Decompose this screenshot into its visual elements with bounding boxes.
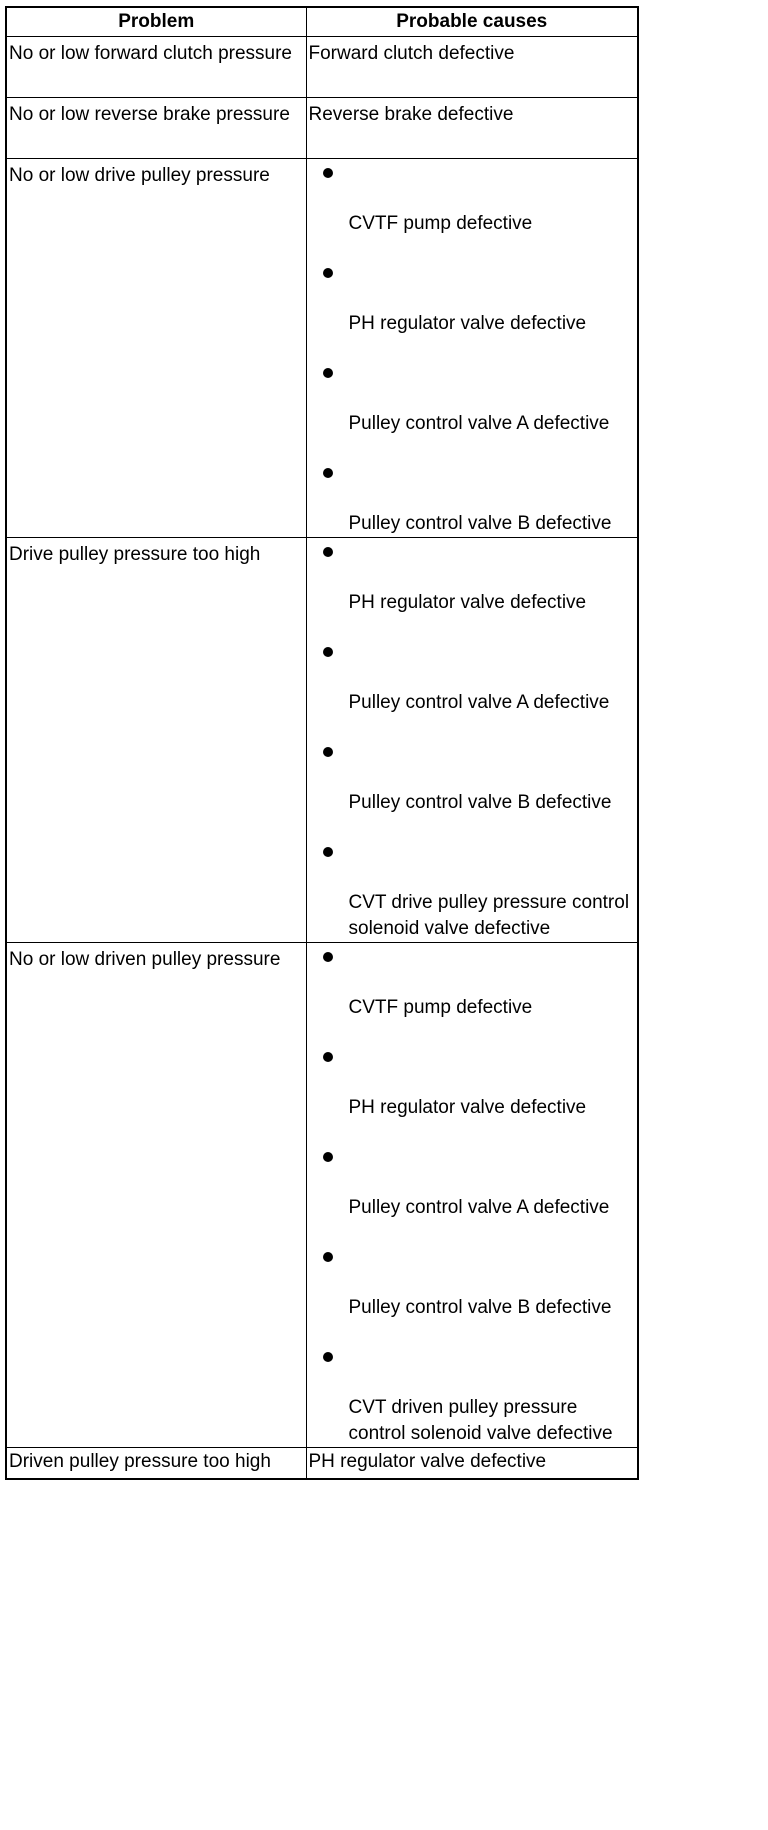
list-item [307, 359, 638, 459]
cause-text: Pulley control valve A defective [348, 1197, 610, 1218]
list-item [307, 259, 638, 359]
table-row [6, 943, 638, 1448]
cause-text: Pulley control valve A defective [348, 692, 610, 713]
bullet-icon [349, 359, 632, 389]
cause-text: PH regulator valve defective [348, 592, 587, 613]
cause-cell: Reverse brake defective [306, 98, 638, 159]
bullet-icon [349, 838, 632, 868]
bullet-icon [349, 259, 632, 289]
list-item [307, 838, 638, 942]
cause-text: CVTF pump defective [348, 997, 533, 1018]
table-row [6, 538, 638, 943]
list-item [307, 459, 638, 537]
problem-cell: Driven pulley pressure too high [6, 1448, 306, 1480]
cause-text: PH regulator valve defective [348, 1097, 587, 1118]
table-row [6, 159, 638, 538]
bullet-icon [349, 738, 632, 768]
bullet-icon [349, 459, 632, 489]
header-probable-causes: Probable causes [306, 7, 638, 37]
cause-cell: PH regulator valve defective [306, 1448, 638, 1480]
causes-list-cell [306, 943, 638, 1448]
list-item [307, 159, 638, 259]
bullet-icon [349, 1043, 632, 1073]
cause-text: Pulley control valve A defective [348, 413, 610, 434]
problem-cell: No or low drive pulley pressure [6, 159, 306, 538]
problem-cell: Drive pulley pressure too high [6, 538, 306, 943]
cause-text: CVTF pump defective [348, 213, 533, 234]
list-item [307, 538, 638, 638]
table-row [6, 1448, 638, 1480]
problem-cell: No or low forward clutch pressure [6, 37, 306, 98]
list-item [307, 738, 638, 838]
list-item [307, 943, 638, 1043]
list-item [307, 638, 638, 738]
bullet-icon [349, 943, 632, 973]
problem-cell: No or low driven pulley pressure [6, 943, 306, 1448]
cause-text: Pulley control valve B defective [348, 513, 612, 534]
cause-text: CVT driven pulley pressure control solenoid valve defective [348, 1397, 613, 1444]
bullet-icon [349, 1143, 632, 1173]
table-row [6, 98, 638, 159]
cause-text: Pulley control valve B defective [348, 1297, 612, 1318]
bullet-icon [349, 638, 632, 668]
causes-list-cell [306, 538, 638, 943]
problem-cell: No or low reverse brake pressure [6, 98, 306, 159]
list-item [307, 1343, 638, 1447]
causes-list-cell [306, 159, 638, 538]
table-row [6, 37, 638, 98]
bullet-icon [349, 1243, 632, 1273]
list-item [307, 1243, 638, 1343]
header-row [6, 7, 638, 37]
bullet-icon [349, 1343, 632, 1373]
bullet-icon [349, 538, 632, 568]
bullet-icon [349, 159, 632, 189]
header-problem: Problem [6, 7, 306, 37]
cause-text: Pulley control valve B defective [348, 792, 612, 813]
troubleshooting-table [5, 6, 639, 1480]
cause-text: PH regulator valve defective [348, 313, 587, 334]
cause-cell: Forward clutch defective [306, 37, 638, 98]
list-item [307, 1143, 638, 1243]
list-item [307, 1043, 638, 1143]
cause-text: CVT drive pulley pressure control solenoid valve defective [348, 892, 630, 939]
